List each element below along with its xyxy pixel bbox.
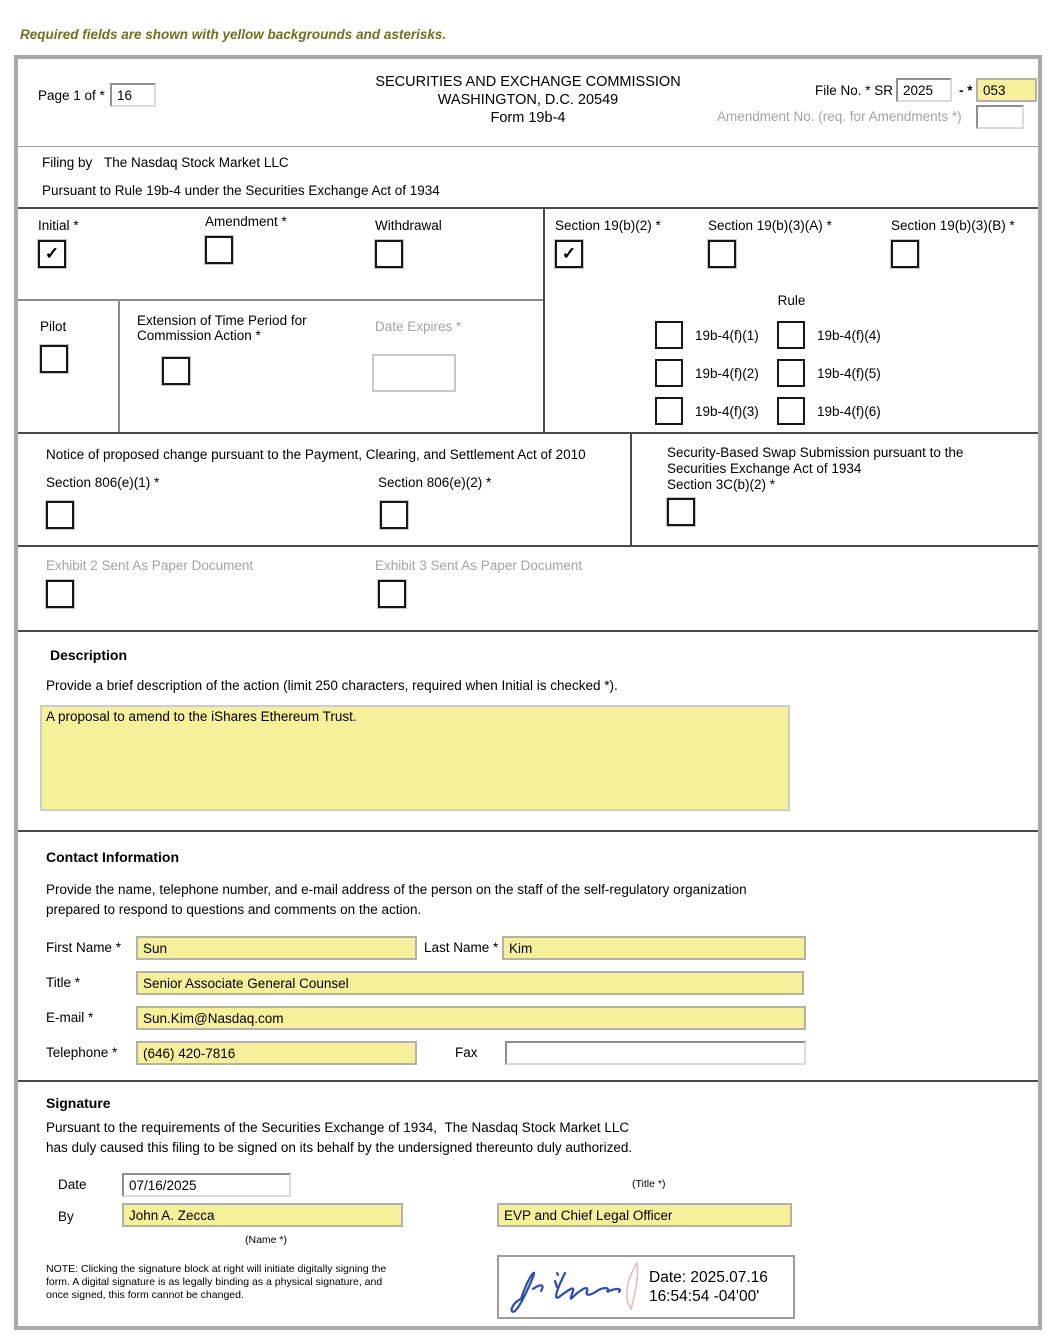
exhibit3-checkbox-label: Exhibit 3 Sent As Paper Document (375, 558, 583, 573)
section-19b2-checkbox-label: Section 19(b)(2) * (555, 218, 661, 233)
swap-title-line1: Security-Based Swap Submission pursuant to the (667, 445, 964, 460)
amendment-checkbox-label: Amendment * (205, 214, 287, 229)
notice-title: Notice of proposed change pursuant to the Payment, Clearing, and Settlement Act of 2010 (46, 447, 586, 462)
amendment-no-field[interactable] (976, 105, 1024, 129)
rule-heading: Rule (777, 293, 806, 308)
statement-line1b: The Nasdaq Stock Market LLC (444, 1120, 630, 1135)
digital-signature-date-line2: 16:54:54 -04'00' (649, 1288, 760, 1305)
section-806e1-checkbox-label: Section 806(e)(1) * (46, 475, 160, 490)
rule-19b4f4-label: 19b-4(f)(4) (817, 327, 881, 343)
rule-19b4f1-checkbox[interactable] (655, 321, 683, 349)
name-caption: (Name *) (245, 1234, 288, 1246)
pilot-checkbox-label: Pilot (40, 319, 67, 334)
file-no-dash: - * (959, 83, 973, 98)
amendment-checkbox[interactable] (205, 236, 233, 264)
contact-instruction (46, 880, 747, 920)
exhibit2-checkbox[interactable] (46, 580, 74, 608)
section-806e2-checkbox[interactable] (380, 501, 408, 529)
section-19b3a-checkbox-label: Section 19(b)(3)(A) * (708, 218, 832, 233)
rule-19b4f5-label: 19b-4(f)(5) (817, 365, 881, 381)
section-806e2-checkbox-label: Section 806(e)(2) * (378, 475, 492, 490)
digital-signature-date (649, 1268, 768, 1306)
section-806e1-checkbox[interactable] (46, 501, 74, 529)
file-no-label: File No. * SR (815, 83, 894, 98)
contact-instruction-line1: Provide the name, telephone number, and e-mail address of the person on the staff of the self-regulatory organization (46, 882, 747, 897)
filing-type-left-panel (18, 209, 545, 432)
rule-19b4f4-checkbox[interactable] (777, 321, 805, 349)
signature-section (18, 1082, 1038, 1326)
telephone-field[interactable] (136, 1041, 417, 1065)
pilot-cell (18, 301, 120, 432)
digital-signing-note (46, 1263, 406, 1302)
signing-date-field[interactable] (122, 1173, 291, 1197)
section-19b3b-checkbox[interactable] (891, 240, 919, 268)
signature-heading: Signature (46, 1095, 111, 1111)
form-frame (14, 55, 1042, 1330)
contact-section (18, 832, 1038, 1082)
section-19b3b-checkbox-label: Section 19(b)(3)(B) * (891, 218, 1015, 233)
form-number: Form 19b-4 (490, 110, 566, 126)
rule-19b4f2-label: 19b-4(f)(2) (695, 365, 759, 381)
fax-label: Fax (455, 1045, 478, 1060)
extension-checkbox[interactable] (162, 357, 190, 385)
swap-submission-panel (632, 434, 1038, 545)
section-19b2-checkbox[interactable] (555, 240, 583, 268)
first-name-label: First Name * (46, 940, 122, 955)
signing-date-label: Date (58, 1177, 87, 1192)
rule-19b4f5-checkbox[interactable] (777, 359, 805, 387)
digital-signature-date-line1: Date: 2025.07.16 (649, 1269, 768, 1286)
title-field[interactable] (136, 971, 804, 995)
date-expires-label: Date Expires * (375, 319, 462, 334)
swap-submission-title (667, 445, 963, 493)
checkmark-icon: ✓ (44, 244, 60, 263)
extension-checkbox-label (137, 313, 307, 343)
signature-statement-line2: has duly caused this filing to be signed on its behalf by the undersigned thereunto duly authorized. (46, 1140, 633, 1155)
by-label: By (58, 1209, 74, 1224)
rule-19b4f6-label: 19b-4(f)(6) (817, 403, 881, 419)
rule-19b4f3-checkbox[interactable] (655, 397, 683, 425)
filing-type-row (18, 209, 543, 301)
filing-type-section (18, 209, 1038, 434)
exhibit3-checkbox[interactable] (378, 580, 406, 608)
signature-ink (512, 1273, 620, 1312)
email-label: E-mail * (46, 1010, 94, 1025)
title-label: Title * (46, 975, 81, 990)
title-caption: (Title *) (632, 1178, 666, 1190)
form-header-section (18, 59, 1038, 147)
description-instruction: Provide a brief description of the action (limit 250 characters, required when Initial is checked *). (46, 678, 618, 693)
description-field[interactable]: A proposal to amend to the iShares Ethereum Trust. (40, 705, 790, 811)
page-number-label: Page 1 of * (38, 88, 105, 103)
section-3cb2-checkbox-label: Section 3C(b)(2) * (667, 477, 776, 492)
filing-by-label: Filing by (42, 155, 93, 170)
file-no-year-field[interactable] (896, 78, 952, 102)
withdrawal-checkbox-label: Withdrawal (375, 218, 442, 233)
swap-title-line2: Securities Exchange Act of 1934 (667, 461, 862, 476)
rule-19b4f6-checkbox[interactable] (777, 397, 805, 425)
description-heading: Description (50, 647, 128, 663)
required-fields-note: Required fields are shown with yellow backgrounds and asterisks. (20, 27, 447, 42)
checkmark-icon: ✓ (561, 244, 577, 263)
signature-statement (46, 1118, 632, 1158)
section-3cb2-checkbox[interactable] (667, 498, 695, 526)
email-field[interactable] (136, 1006, 806, 1030)
last-name-field[interactable] (502, 936, 806, 960)
withdrawal-checkbox[interactable] (375, 240, 403, 268)
initial-checkbox-label: Initial * (38, 218, 79, 233)
signer-title-field[interactable] (497, 1203, 792, 1227)
digital-signature-block[interactable] (497, 1255, 795, 1319)
exhibit2-checkbox-label: Exhibit 2 Sent As Paper Document (46, 558, 254, 573)
extension-cell (122, 301, 543, 432)
handwritten-signature-image (499, 1259, 649, 1315)
section-19b3a-checkbox[interactable] (708, 240, 736, 268)
filing-by-section (18, 147, 1038, 209)
pursuant-rule-line: Pursuant to Rule 19b-4 under the Securities Exchange Act of 1934 (42, 183, 440, 198)
last-name-label: Last Name * (424, 940, 499, 955)
file-no-number-field[interactable] (976, 78, 1037, 102)
flourish-icon (627, 1263, 638, 1309)
contact-heading: Contact Information (46, 849, 179, 865)
statement-line1a: Pursuant to the requirements of the Securities Exchange of 1934, (46, 1120, 437, 1135)
note-line2: form. A digital signature is as legally binding as a physical signature, and (46, 1276, 383, 1288)
rule-19b4f2-checkbox[interactable] (655, 359, 683, 387)
signer-name-field[interactable] (122, 1203, 403, 1227)
signature-statement-line1 (46, 1118, 632, 1138)
fax-field[interactable] (505, 1041, 806, 1065)
contact-instruction-line2: prepared to respond to questions and comments on the action. (46, 902, 422, 917)
date-expires-field[interactable] (372, 354, 456, 392)
notice-section (18, 434, 1038, 547)
extension-label-line2: Commission Action * (137, 328, 261, 343)
pilot-checkbox[interactable] (40, 345, 68, 373)
rule-19b4f3-label: 19b-4(f)(3) (695, 403, 759, 419)
filing-by-value: The Nasdaq Stock Market LLC (104, 155, 289, 170)
extension-label-line1: Extension of Time Period for (137, 313, 307, 328)
section-19b-panel (545, 209, 1038, 432)
note-line1: NOTE: Clicking the signature block at right will initiate digitally signing the (46, 1263, 387, 1275)
amendment-no-label: Amendment No. (req. for Amendments *) (717, 109, 962, 124)
exhibits-section (18, 547, 1038, 632)
telephone-label: Telephone * (46, 1045, 118, 1060)
initial-checkbox[interactable] (38, 240, 66, 268)
payment-clearing-panel (18, 434, 632, 545)
agency-title-line1: SECURITIES AND EXCHANGE COMMISSION (375, 74, 681, 90)
description-section (18, 632, 1038, 832)
first-name-field[interactable] (136, 936, 417, 960)
agency-title-line2: WASHINGTON, D.C. 20549 (437, 92, 619, 108)
rule-19b4f1-label: 19b-4(f)(1) (695, 327, 759, 343)
note-line3: once signed, this form cannot be changed. (46, 1289, 244, 1301)
